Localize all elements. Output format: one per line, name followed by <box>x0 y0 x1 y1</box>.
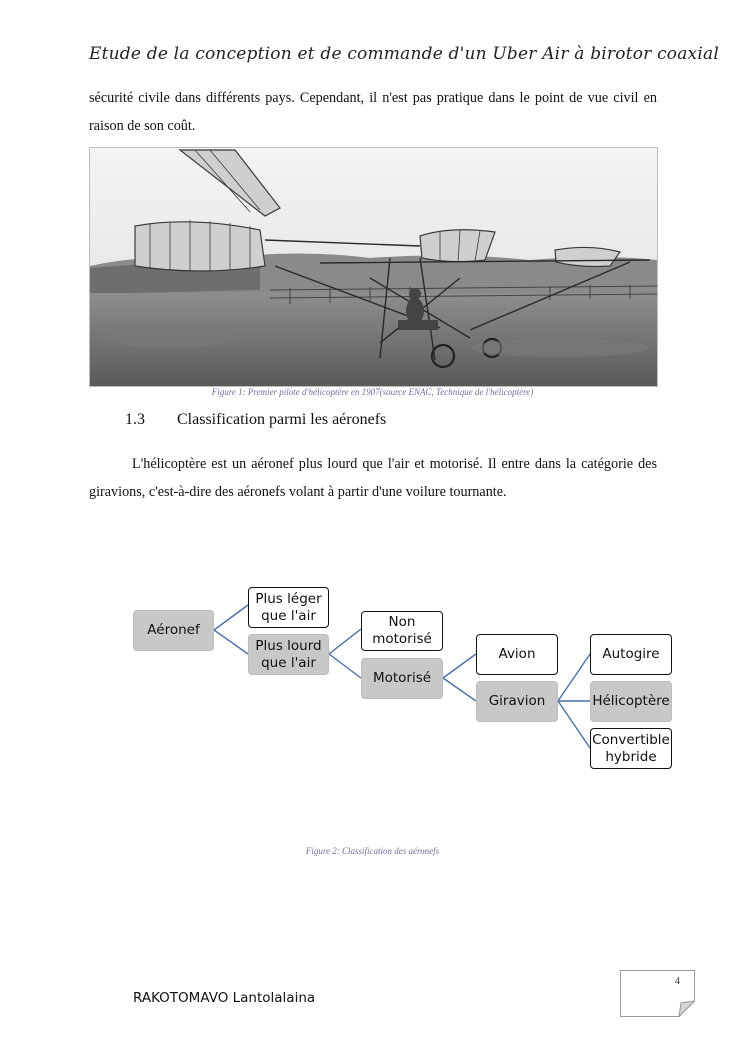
page-header-title: Etude de la conception et de commande d'un Uber Air à birotor coaxial <box>89 44 719 64</box>
node-plus-lourd: Plus lourd que l'air <box>248 634 329 675</box>
section-title: Classification parmi les aéronefs <box>177 411 387 428</box>
classification-paragraph: L'hélicoptère est un aéronef plus lourd que l'air et motorisé. Il entre dans la catégorie des giravions, c'est-à-dire des aéronefs volant à partir d'une voilure tournante. <box>89 456 657 500</box>
connector-motorise-giravion <box>443 678 476 701</box>
section-number: 1.3 <box>125 411 145 428</box>
figure1-caption: Figure 1: Premier pilote d'hélicoptère en 1907(source ENAC, Technique de l'hélicoptère) <box>211 387 534 397</box>
helicopter-1907-photo <box>89 147 658 387</box>
figure2-caption: Figure 2: Classification des aéronefs <box>305 846 440 856</box>
intro-paragraph: sécurité civile dans différents pays. Cependant, il n'est pas pratique dans le point de vue civil en raison de son coût. <box>89 90 657 134</box>
section-heading <box>125 411 386 429</box>
node-avion: Avion <box>476 634 558 675</box>
node-motorise: Motorisé <box>361 658 443 699</box>
footer-author: RAKOTOMAVO Lantolalaina <box>133 990 316 1006</box>
connector-lourd-nonmotorise <box>329 629 361 654</box>
node-helicoptere: Hélicoptère <box>590 681 672 722</box>
connector-aeronef-leger <box>214 605 248 630</box>
node-non-motorise: Non motorisé <box>361 611 443 651</box>
page-number: 4 <box>675 976 680 987</box>
node-giravion: Giravion <box>476 681 558 722</box>
node-convertible-hybride: Convertible hybride <box>590 728 672 769</box>
connector-lourd-motorise <box>329 654 361 678</box>
node-plus-leger: Plus léger que l'air <box>248 587 329 628</box>
aircraft-classification-diagram <box>0 560 745 790</box>
connector-giravion-convertible <box>558 701 590 748</box>
node-aeronef: Aéronef <box>133 610 214 651</box>
node-autogire: Autogire <box>590 634 672 675</box>
connector-aeronef-lourd <box>214 630 248 654</box>
connector-giravion-autogire <box>558 654 590 701</box>
connector-motorise-avion <box>443 654 476 678</box>
